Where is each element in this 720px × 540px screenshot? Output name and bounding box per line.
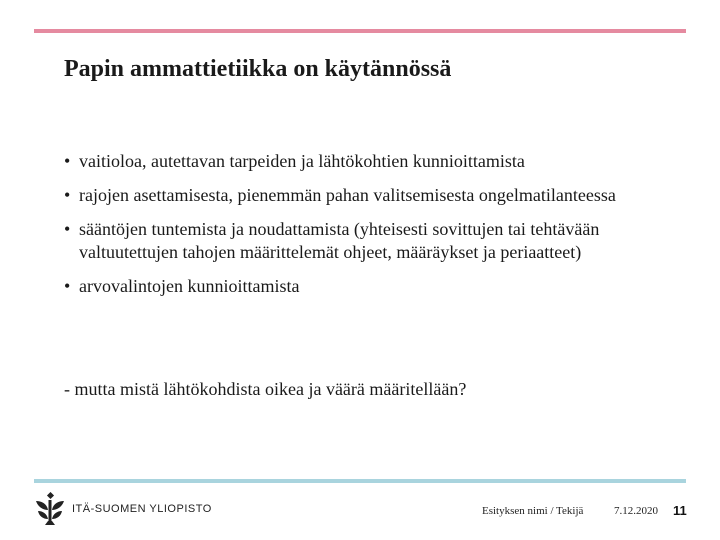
university-logo <box>34 490 212 528</box>
bullet-text: vaitioloa, autettavan tarpeiden ja lähtökohtien kunnioittamista <box>79 151 525 171</box>
list-item <box>64 275 684 298</box>
bottom-divider <box>34 479 686 483</box>
footer-presentation-name: Esityksen nimi / Tekijä <box>482 505 584 517</box>
top-divider <box>34 29 686 33</box>
logo-text: ITÄ-SUOMEN YLIOPISTO <box>72 503 212 515</box>
list-item <box>64 218 684 264</box>
bullet-icon: • <box>64 151 71 171</box>
bullet-text: rajojen asettamisesta, pienemmän pahan valitsemisesta ongelmatilanteessa <box>79 185 616 205</box>
closing-question: - mutta mistä lähtökohdista oikea ja väärä määritellään? <box>64 379 467 399</box>
bullet-icon: • <box>64 219 71 239</box>
bullet-text: sääntöjen tuntemista ja noudattamista (yhteisesti sovittujen tai tehtävään valtuutettujen tahojen määrittelemät ohjeet, määräykset ja periaatteet) <box>79 219 600 262</box>
bullet-icon: • <box>64 185 71 205</box>
footer-date: 7.12.2020 <box>614 505 658 517</box>
list-item <box>64 184 684 207</box>
list-item <box>64 150 684 173</box>
bullet-icon: • <box>64 276 71 296</box>
bullet-text: arvovalintojen kunnioittamista <box>79 276 300 296</box>
leaf-logo-icon <box>34 492 66 526</box>
slide-title: Papin ammattietiikka on käytännössä <box>64 56 452 82</box>
bullet-list <box>64 150 684 309</box>
page-number: 11 <box>673 503 687 518</box>
